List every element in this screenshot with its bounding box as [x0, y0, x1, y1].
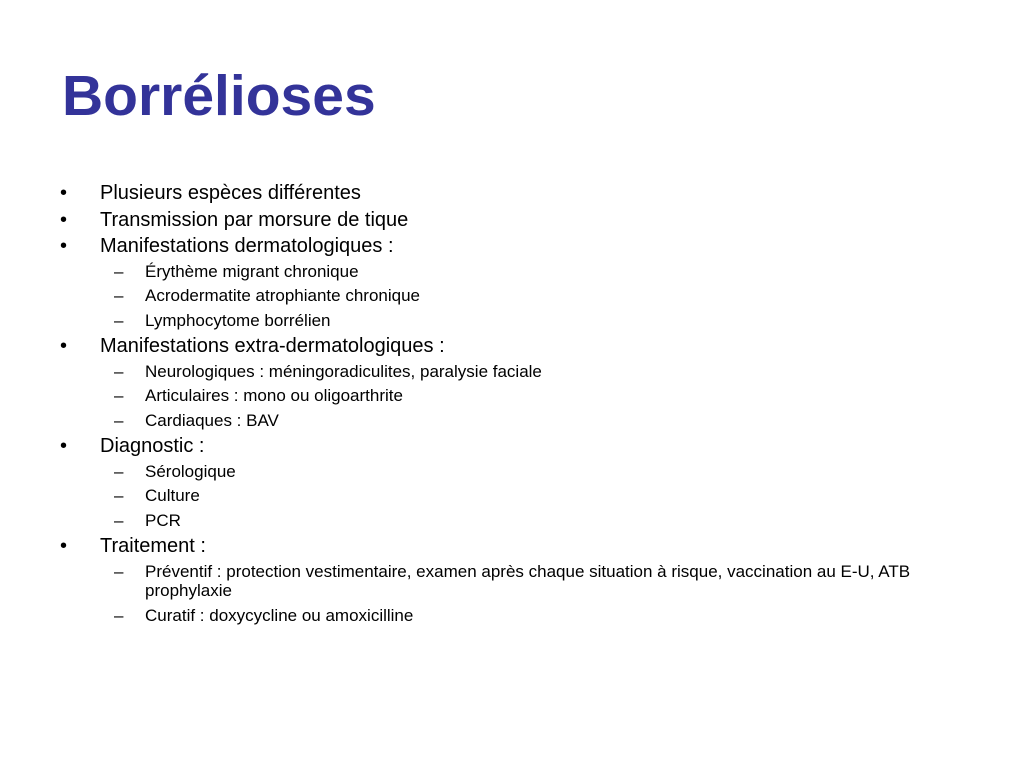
- sub-text: Curatif : doxycycline ou amoxicilline: [145, 605, 414, 625]
- bullet-marker: •: [60, 182, 68, 204]
- sub-list: [74, 460, 960, 534]
- bullet-text: Transmission par morsure de tique: [100, 208, 409, 231]
- bullet-marker: •: [60, 235, 68, 257]
- sub-text: Neurologiques : méningoradiculites, paralysie faciale: [145, 361, 542, 381]
- sub-marker: –: [114, 310, 124, 330]
- bullet-text: Manifestations dermatologiques :: [100, 235, 394, 257]
- sub-list: [74, 260, 960, 334]
- sub-text: Lymphocytome borrélien: [145, 310, 331, 330]
- sub-marker: –: [114, 605, 124, 625]
- sub-text: Articulaires : mono ou oligoarthrite: [145, 386, 403, 405]
- sub-item: [74, 460, 960, 485]
- sub-text: Érythème migrant chronique: [145, 261, 359, 281]
- bullet-list: [60, 180, 960, 628]
- sub-text: Acrodermatite atrophiante chronique: [145, 286, 420, 305]
- sub-item: [74, 260, 960, 285]
- sub-marker: –: [114, 386, 124, 405]
- sub-item: [74, 560, 960, 604]
- bullet-text: Plusieurs espèces différentes: [100, 182, 361, 204]
- sub-item: [74, 284, 960, 309]
- sub-marker: –: [114, 461, 124, 481]
- sub-marker: –: [114, 510, 124, 530]
- sub-item: [74, 384, 960, 409]
- bullet-item: [60, 233, 960, 260]
- bullet-text: Traitement :: [100, 535, 206, 557]
- sub-marker: –: [114, 410, 124, 430]
- bullet-item: [60, 180, 960, 207]
- bullet-marker: •: [60, 535, 68, 557]
- sub-marker: –: [114, 561, 124, 581]
- slide-title: Borrélioses: [62, 64, 376, 128]
- sub-marker: –: [114, 361, 124, 381]
- sub-text: Sérologique: [145, 461, 236, 481]
- sub-marker: –: [114, 286, 124, 305]
- bullet-item: [60, 333, 960, 360]
- bullet-text: Diagnostic :: [100, 435, 205, 457]
- sub-item: [74, 604, 960, 629]
- sub-text: Culture: [145, 486, 200, 505]
- sub-item: [74, 509, 960, 534]
- sub-item: [74, 360, 960, 385]
- sub-item: [74, 484, 960, 509]
- sub-list-wrapper: [60, 560, 960, 629]
- bullet-text: Manifestations extra-dermatologiques :: [100, 335, 445, 357]
- bullet-marker: •: [60, 335, 68, 357]
- bullet-item: [60, 433, 960, 460]
- sub-marker: –: [114, 486, 124, 505]
- sub-list-wrapper: [60, 360, 960, 434]
- bullet-marker: •: [60, 208, 68, 231]
- bullet-item: [60, 207, 960, 234]
- bullet-marker: •: [60, 435, 68, 457]
- sub-list-wrapper: [60, 260, 960, 334]
- sub-item: [74, 309, 960, 334]
- sub-text: Préventif : protection vestimentaire, examen après chaque situation à risque, vaccination au E-U, ATB prophylaxie: [145, 561, 911, 600]
- sub-list: [74, 360, 960, 434]
- sub-text: Cardiaques : BAV: [145, 410, 279, 430]
- bullet-item: [60, 533, 960, 560]
- sub-marker: –: [114, 261, 124, 281]
- sub-list: [74, 560, 960, 629]
- sub-text: PCR: [145, 510, 181, 530]
- sub-list-wrapper: [60, 460, 960, 534]
- sub-item: [74, 409, 960, 434]
